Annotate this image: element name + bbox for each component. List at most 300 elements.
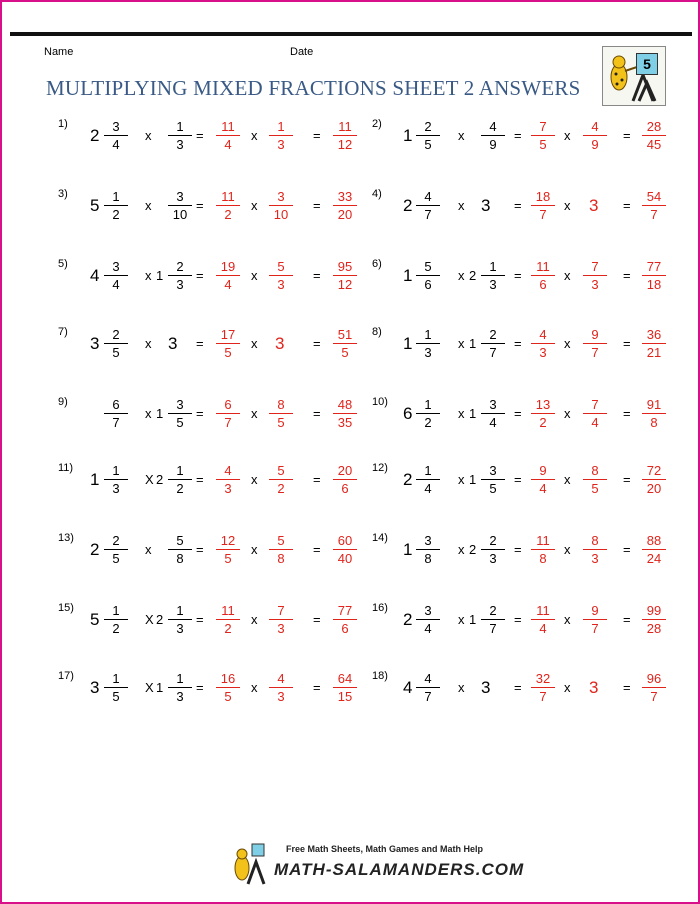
whole-number: 5 <box>90 610 100 629</box>
numerator: 48 <box>337 397 353 412</box>
fraction <box>416 532 440 567</box>
denominator: 4 <box>224 137 232 152</box>
denominator: 24 <box>646 551 662 566</box>
numerator: 3 <box>277 189 285 204</box>
footer-tagline: Free Math Sheets, Math Games and Math Help <box>286 844 484 854</box>
numerator: 4 <box>489 119 497 134</box>
times-sign: x <box>458 268 465 283</box>
numerator: 9 <box>539 463 547 478</box>
times-sign: x <box>458 612 465 627</box>
numerator: 1 <box>176 603 184 618</box>
whole-number: 2 <box>156 612 164 627</box>
denominator: 45 <box>646 137 662 152</box>
times-sign: x <box>564 268 571 283</box>
numerator: 2 <box>489 533 497 548</box>
fraction <box>216 118 240 153</box>
fraction <box>216 602 240 637</box>
whole-number: 2 <box>469 268 477 283</box>
top-rule <box>10 32 692 36</box>
times-sign: x <box>564 680 571 695</box>
times-sign: x <box>251 336 258 351</box>
numerator: 7 <box>539 119 547 134</box>
answer-fraction <box>642 396 666 431</box>
problem-number: 8) <box>372 326 382 338</box>
numerator: 3 <box>424 533 432 548</box>
times-sign: x <box>251 680 258 695</box>
equals-sign: = <box>623 472 631 487</box>
fraction <box>416 670 440 705</box>
equals-sign: = <box>623 198 631 213</box>
numerator: 1 <box>176 463 184 478</box>
numerator: 11 <box>338 119 352 134</box>
denominator: 3 <box>176 621 184 636</box>
numerator: 2 <box>112 327 120 342</box>
whole-number: 3 <box>90 334 100 353</box>
fraction <box>216 396 240 431</box>
denominator: 5 <box>224 551 232 566</box>
denominator: 2 <box>224 621 232 636</box>
equals-sign: = <box>196 680 204 695</box>
denominator: 7 <box>424 689 432 704</box>
equals-sign: = <box>623 336 631 351</box>
denominator: 7 <box>539 689 547 704</box>
salamander-logo <box>602 46 666 106</box>
numerator: 1 <box>277 119 285 134</box>
numerator: 7 <box>277 603 285 618</box>
times-sign: x <box>564 128 571 143</box>
answer-fraction <box>642 462 666 497</box>
numerator: 18 <box>535 189 551 204</box>
denominator: 35 <box>337 415 353 430</box>
denominator: 8 <box>650 415 658 430</box>
fraction <box>104 670 128 705</box>
denominator: 8 <box>277 551 285 566</box>
fraction <box>481 258 505 293</box>
denominator: 3 <box>591 551 599 566</box>
equals-sign: = <box>313 268 321 283</box>
numerator: 1 <box>112 463 120 478</box>
numerator: 3 <box>489 463 497 478</box>
denominator: 3 <box>277 689 285 704</box>
times-sign: x <box>251 198 258 213</box>
fraction <box>583 532 607 567</box>
numerator: 1 <box>112 603 120 618</box>
numerator: 95 <box>337 259 353 274</box>
equals-sign: = <box>623 268 631 283</box>
denominator: 7 <box>591 621 599 636</box>
fraction <box>531 258 555 293</box>
numerator: 7 <box>591 259 599 274</box>
times-sign: X <box>145 472 154 487</box>
equals-sign: = <box>623 542 631 557</box>
numerator: 5 <box>424 259 432 274</box>
denominator: 3 <box>224 481 232 496</box>
fraction <box>531 670 555 705</box>
equals-sign: = <box>514 128 522 143</box>
problem-number: 12) <box>372 462 388 474</box>
fraction <box>481 532 505 567</box>
numerator: 11 <box>221 189 235 204</box>
numerator: 8 <box>591 463 599 478</box>
numerator: 36 <box>646 327 662 342</box>
times-sign: x <box>458 472 465 487</box>
equals-sign: = <box>514 406 522 421</box>
whole-number: 3 <box>481 196 491 215</box>
fraction <box>168 396 192 431</box>
fraction <box>481 326 505 361</box>
fraction <box>416 462 440 497</box>
equals-sign: = <box>196 336 204 351</box>
fraction <box>531 532 555 567</box>
equals-sign: = <box>313 542 321 557</box>
times-sign: x <box>145 542 152 557</box>
denominator: 4 <box>539 481 547 496</box>
equals-sign: = <box>313 128 321 143</box>
times-sign: x <box>145 336 152 351</box>
numerator: 4 <box>591 119 599 134</box>
numerator: 4 <box>277 671 285 686</box>
times-sign: x <box>564 336 571 351</box>
fraction <box>104 118 128 153</box>
numerator: 7 <box>591 397 599 412</box>
numerator: 3 <box>489 397 497 412</box>
fraction <box>269 188 293 223</box>
fraction <box>416 602 440 637</box>
times-sign: x <box>458 336 465 351</box>
fraction <box>416 188 440 223</box>
numerator: 3 <box>176 189 184 204</box>
problem-number: 11) <box>58 462 74 474</box>
denominator: 5 <box>112 551 120 566</box>
fraction <box>531 118 555 153</box>
whole-number: 3 <box>481 678 491 697</box>
denominator: 5 <box>224 345 232 360</box>
equals-sign: = <box>196 612 204 627</box>
answer-fraction <box>333 602 357 637</box>
times-sign: x <box>145 198 152 213</box>
denominator: 7 <box>650 689 658 704</box>
times-sign: x <box>251 542 258 557</box>
whole-number: 2 <box>403 610 413 629</box>
numerator: 3 <box>112 119 120 134</box>
numerator: 51 <box>337 327 353 342</box>
numerator: 1 <box>424 463 432 478</box>
numerator: 2 <box>489 603 497 618</box>
fraction <box>269 258 293 293</box>
fraction <box>481 462 505 497</box>
denominator: 3 <box>591 277 599 292</box>
equals-sign: = <box>514 198 522 213</box>
answer-fraction <box>642 670 666 705</box>
denominator: 7 <box>591 345 599 360</box>
fraction <box>416 118 440 153</box>
whole-number: 3 <box>589 678 599 697</box>
numerator: 11 <box>536 533 550 548</box>
fraction <box>416 258 440 293</box>
equals-sign: = <box>313 198 321 213</box>
fraction <box>481 396 505 431</box>
fraction <box>168 532 192 567</box>
denominator: 3 <box>112 481 120 496</box>
numerator: 8 <box>277 397 285 412</box>
times-sign: x <box>458 128 465 143</box>
denominator: 8 <box>424 551 432 566</box>
fraction <box>481 602 505 637</box>
answer-fraction <box>333 326 357 361</box>
denominator: 4 <box>489 415 497 430</box>
fraction <box>168 188 192 223</box>
fraction <box>269 118 293 153</box>
numerator: 11 <box>221 119 235 134</box>
whole-number: 1 <box>156 406 164 421</box>
answer-fraction <box>642 258 666 293</box>
equals-sign: = <box>196 542 204 557</box>
denominator: 5 <box>539 137 547 152</box>
fraction <box>583 602 607 637</box>
answer-fraction <box>333 532 357 567</box>
denominator: 4 <box>424 621 432 636</box>
numerator: 12 <box>220 533 236 548</box>
equals-sign: = <box>514 542 522 557</box>
denominator: 15 <box>337 689 353 704</box>
name-label: Name <box>44 46 74 58</box>
whole-number: 1 <box>156 268 164 283</box>
fraction <box>104 396 128 431</box>
times-sign: x <box>458 406 465 421</box>
whole-number: 3 <box>589 196 599 215</box>
answer-fraction <box>333 258 357 293</box>
denominator: 3 <box>277 621 285 636</box>
problem-number: 3) <box>58 188 68 200</box>
problem-number: 7) <box>58 326 68 338</box>
whole-number: 2 <box>403 196 413 215</box>
denominator: 9 <box>489 137 497 152</box>
equals-sign: = <box>196 406 204 421</box>
denominator: 20 <box>337 207 353 222</box>
numerator: 4 <box>224 463 232 478</box>
equals-sign: = <box>313 472 321 487</box>
fraction <box>216 326 240 361</box>
equals-sign: = <box>514 612 522 627</box>
answer-fraction <box>333 670 357 705</box>
denominator: 3 <box>489 277 497 292</box>
problem-number: 1) <box>58 118 68 130</box>
numerator: 2 <box>424 119 432 134</box>
denominator: 40 <box>337 551 353 566</box>
fraction <box>216 532 240 567</box>
denominator: 2 <box>176 481 184 496</box>
whole-number: 1 <box>469 472 477 487</box>
numerator: 6 <box>224 397 232 412</box>
numerator: 33 <box>337 189 353 204</box>
whole-number: 3 <box>275 334 285 353</box>
denominator: 3 <box>424 345 432 360</box>
fraction <box>168 258 192 293</box>
denominator: 7 <box>112 415 120 430</box>
denominator: 3 <box>489 551 497 566</box>
numerator: 2 <box>176 259 184 274</box>
fraction <box>531 396 555 431</box>
numerator: 6 <box>112 397 120 412</box>
denominator: 9 <box>591 137 599 152</box>
denominator: 5 <box>176 415 184 430</box>
problem-number: 17) <box>58 670 74 682</box>
times-sign: x <box>145 268 152 283</box>
denominator: 6 <box>341 621 349 636</box>
times-sign: x <box>564 612 571 627</box>
denominator: 2 <box>539 415 547 430</box>
numerator: 1 <box>176 119 184 134</box>
fraction <box>104 462 128 497</box>
denominator: 5 <box>224 689 232 704</box>
denominator: 6 <box>424 277 432 292</box>
fraction <box>531 326 555 361</box>
numerator: 4 <box>539 327 547 342</box>
denominator: 7 <box>539 207 547 222</box>
numerator: 5 <box>277 463 285 478</box>
denominator: 20 <box>646 481 662 496</box>
equals-sign: = <box>623 128 631 143</box>
numerator: 60 <box>337 533 353 548</box>
fraction <box>269 532 293 567</box>
fraction <box>168 670 192 705</box>
fraction <box>104 532 128 567</box>
fraction <box>216 462 240 497</box>
fraction <box>168 118 192 153</box>
whole-number: 1 <box>469 612 477 627</box>
equals-sign: = <box>313 406 321 421</box>
fraction <box>531 602 555 637</box>
grade-badge: 5 <box>636 53 658 75</box>
denominator: 4 <box>424 481 432 496</box>
denominator: 7 <box>489 621 497 636</box>
numerator: 2 <box>489 327 497 342</box>
denominator: 28 <box>646 621 662 636</box>
answer-fraction <box>333 396 357 431</box>
fraction <box>104 602 128 637</box>
denominator: 10 <box>273 207 289 222</box>
numerator: 1 <box>112 671 120 686</box>
whole-number: 5 <box>90 196 100 215</box>
denominator: 5 <box>277 415 285 430</box>
equals-sign: = <box>514 472 522 487</box>
denominator: 6 <box>539 277 547 292</box>
answer-fraction <box>642 326 666 361</box>
whole-number: 2 <box>403 470 413 489</box>
fraction <box>104 258 128 293</box>
denominator: 5 <box>341 345 349 360</box>
denominator: 4 <box>591 415 599 430</box>
numerator: 2 <box>112 533 120 548</box>
equals-sign: = <box>514 680 522 695</box>
answer-fraction <box>642 118 666 153</box>
whole-number: 1 <box>403 126 413 145</box>
equals-sign: = <box>514 268 522 283</box>
equals-sign: = <box>313 336 321 351</box>
numerator: 28 <box>646 119 662 134</box>
fraction <box>583 118 607 153</box>
times-sign: x <box>145 128 152 143</box>
answer-fraction <box>333 462 357 497</box>
problem-number: 5) <box>58 258 68 270</box>
equals-sign: = <box>196 198 204 213</box>
denominator: 8 <box>176 551 184 566</box>
denominator: 3 <box>176 137 184 152</box>
whole-number: 1 <box>156 680 164 695</box>
denominator: 4 <box>539 621 547 636</box>
denominator: 3 <box>277 277 285 292</box>
denominator: 5 <box>112 689 120 704</box>
times-sign: x <box>564 472 571 487</box>
denominator: 5 <box>591 481 599 496</box>
whole-number: 2 <box>90 540 100 559</box>
footer-site-link[interactable]: MATH-SALAMANDERS.COM <box>274 860 525 879</box>
numerator: 64 <box>337 671 353 686</box>
answer-fraction <box>642 188 666 223</box>
denominator: 2 <box>224 207 232 222</box>
denominator: 10 <box>172 207 188 222</box>
numerator: 32 <box>535 671 551 686</box>
problem-number: 4) <box>372 188 382 200</box>
answer-fraction <box>333 188 357 223</box>
equals-sign: = <box>196 472 204 487</box>
numerator: 9 <box>591 603 599 618</box>
numerator: 91 <box>646 397 662 412</box>
denominator: 18 <box>646 277 662 292</box>
footer-salamander-icon <box>230 842 270 886</box>
equals-sign: = <box>313 612 321 627</box>
numerator: 5 <box>277 259 285 274</box>
fraction <box>269 602 293 637</box>
fraction <box>583 462 607 497</box>
denominator: 7 <box>489 345 497 360</box>
times-sign: x <box>564 406 571 421</box>
numerator: 1 <box>424 327 432 342</box>
denominator: 7 <box>650 207 658 222</box>
fraction <box>583 396 607 431</box>
times-sign: x <box>458 198 465 213</box>
whole-number: 2 <box>469 542 477 557</box>
equals-sign: = <box>196 128 204 143</box>
fraction <box>416 326 440 361</box>
equals-sign: = <box>623 406 631 421</box>
fraction <box>104 188 128 223</box>
problem-number: 2) <box>372 118 382 130</box>
times-sign: x <box>458 680 465 695</box>
fraction <box>531 462 555 497</box>
denominator: 6 <box>341 481 349 496</box>
fraction <box>104 326 128 361</box>
times-sign: x <box>251 128 258 143</box>
times-sign: x <box>145 406 152 421</box>
numerator: 19 <box>220 259 236 274</box>
denominator: 4 <box>112 277 120 292</box>
denominator: 2 <box>424 415 432 430</box>
times-sign: x <box>251 612 258 627</box>
numerator: 11 <box>536 259 550 274</box>
numerator: 9 <box>591 327 599 342</box>
whole-number: 2 <box>156 472 164 487</box>
denominator: 8 <box>539 551 547 566</box>
denominator: 21 <box>646 345 662 360</box>
numerator: 72 <box>646 463 662 478</box>
numerator: 96 <box>646 671 662 686</box>
numerator: 5 <box>176 533 184 548</box>
times-sign: X <box>145 680 154 695</box>
whole-number: 1 <box>403 334 413 353</box>
whole-number: 1 <box>469 406 477 421</box>
problem-number: 15) <box>58 602 74 614</box>
